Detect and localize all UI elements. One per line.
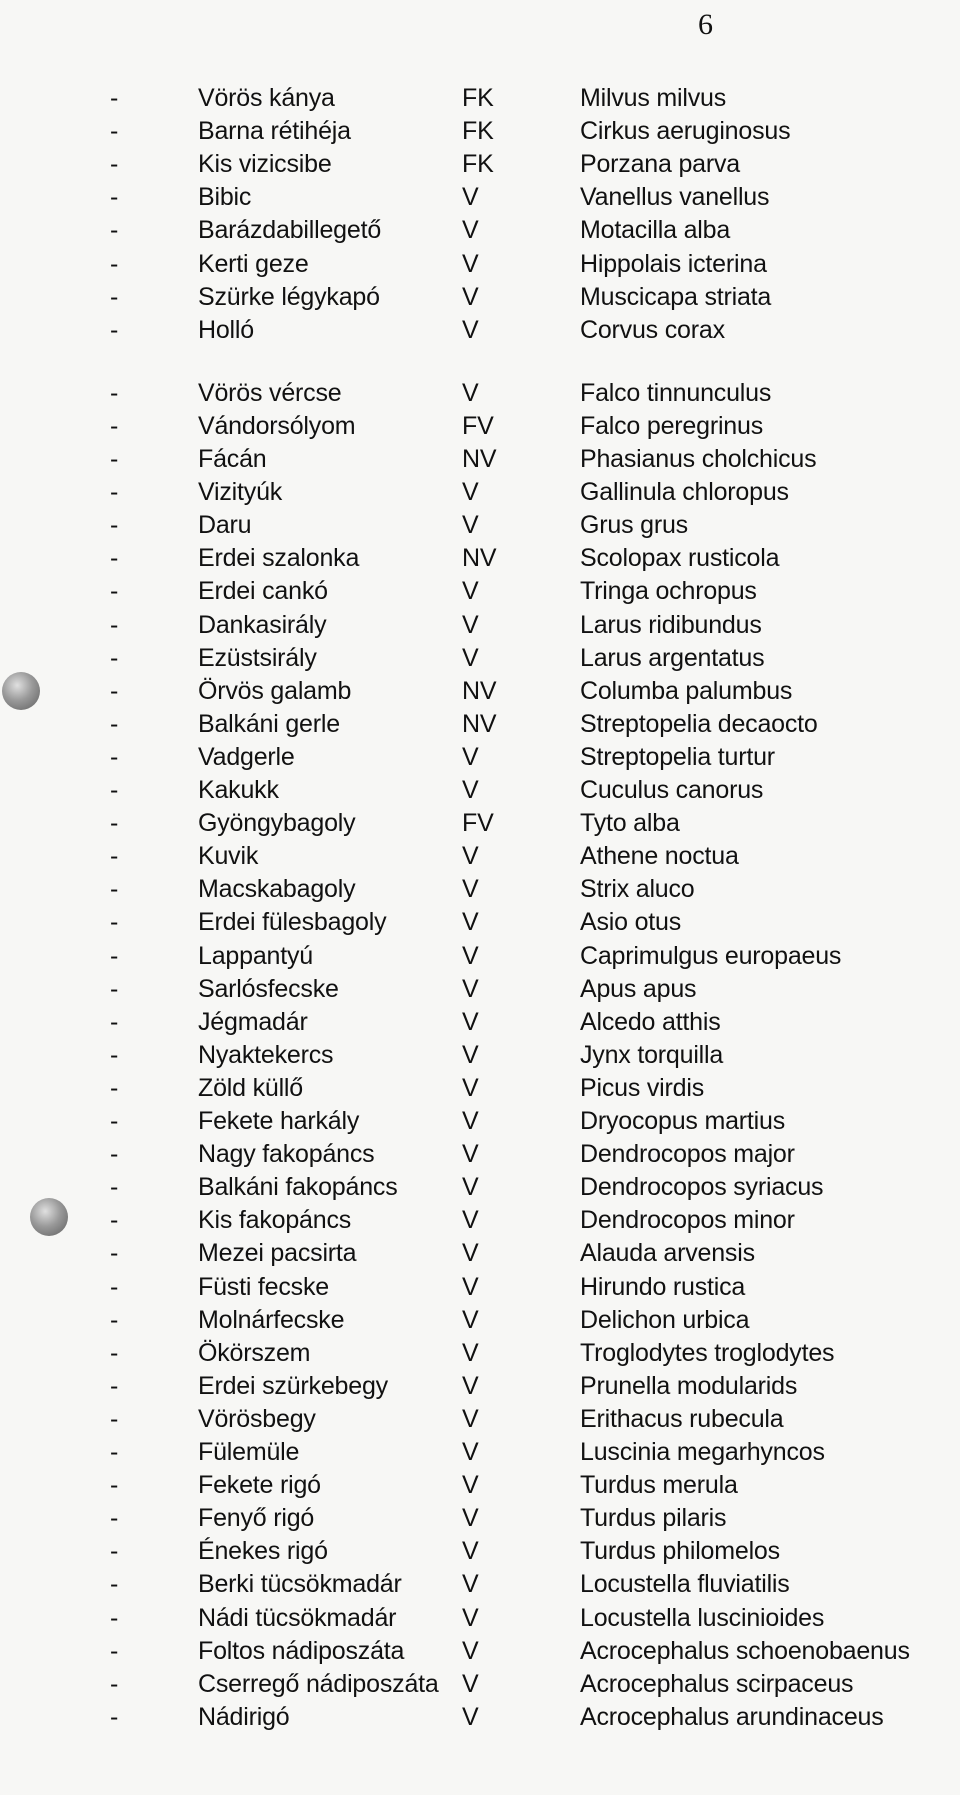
list-bullet: - [110, 378, 119, 407]
list-bullet: - [110, 1570, 119, 1599]
hungarian-name: Szürke légykapó [198, 282, 380, 311]
list-bullet: - [110, 1702, 119, 1731]
list-bullet: - [110, 183, 119, 212]
list-bullet: - [110, 643, 119, 672]
list-item [0, 840, 960, 872]
list-item [0, 807, 960, 839]
latin-name: Luscinia megarhyncos [580, 1438, 825, 1466]
latin-name: Vanellus vanellus [580, 183, 770, 212]
list-bullet: - [110, 676, 119, 705]
hungarian-name: Holló [198, 315, 254, 344]
latin-name: Porzana parva [580, 150, 740, 179]
status-code: V [462, 1404, 479, 1433]
latin-name: Strix aluco [580, 875, 695, 904]
hungarian-name: Énekes rigó [198, 1537, 328, 1566]
hungarian-name: Erdei cankó [198, 577, 328, 606]
hungarian-name: Vörösbegy [198, 1404, 316, 1433]
list-item [0, 443, 960, 475]
status-code: V [462, 610, 479, 639]
list-item [0, 973, 960, 1005]
list-bullet: - [110, 1206, 119, 1235]
list-item [0, 410, 960, 442]
status-code: V [462, 1338, 479, 1367]
hungarian-name: Erdei szalonka [198, 544, 360, 573]
list-item [0, 1237, 960, 1269]
list-item [0, 1171, 960, 1203]
status-code: V [462, 1702, 479, 1731]
status-code: V [462, 315, 479, 344]
latin-name: Columba palumbus [580, 676, 793, 705]
status-code: V [462, 1040, 479, 1069]
status-code: V [462, 941, 479, 970]
list-bullet: - [110, 875, 119, 904]
hungarian-name: Erdei fülesbagoly [198, 908, 387, 937]
hungarian-name: Fülemüle [198, 1438, 300, 1466]
latin-name: Cuculus canorus [580, 776, 764, 804]
latin-name: Turdus pilaris [580, 1504, 727, 1533]
hungarian-name: Ökörszem [198, 1338, 311, 1367]
list-bullet: - [110, 610, 119, 639]
hungarian-name: Vadgerle [198, 742, 295, 771]
list-item [0, 248, 960, 280]
latin-name: Tyto alba [580, 809, 680, 838]
hungarian-name: Nádirigó [198, 1702, 290, 1731]
hungarian-name: Nagy fakopáncs [198, 1140, 375, 1169]
list-item [0, 1204, 960, 1236]
hungarian-name: Ezüstsirály [198, 643, 317, 672]
hungarian-name: Fekete rigó [198, 1471, 321, 1500]
status-code: V [462, 875, 479, 904]
list-item [0, 1138, 960, 1170]
list-bullet: - [110, 315, 119, 344]
latin-name: Locustella luscinioides [580, 1603, 825, 1632]
status-code: NV [462, 709, 497, 738]
hungarian-name: Vizityúk [198, 478, 283, 507]
latin-name: Streptopelia decaocto [580, 709, 818, 738]
list-bullet: - [110, 1239, 119, 1268]
status-code: V [462, 577, 479, 606]
hungarian-name: Sarlósfecske [198, 974, 339, 1003]
list-bullet: - [110, 974, 119, 1003]
hungarian-name: Kakukk [198, 776, 279, 804]
list-bullet: - [110, 478, 119, 507]
latin-name: Alcedo atthis [580, 1007, 721, 1036]
list-bullet: - [110, 216, 119, 245]
hungarian-name: Kis vizicsibe [198, 150, 332, 179]
list-item [0, 1635, 960, 1667]
latin-name: Dendrocopos minor [580, 1206, 795, 1235]
latin-name: Troglodytes troglodytes [580, 1338, 835, 1367]
list-bullet: - [110, 1040, 119, 1069]
hungarian-name: Gyöngybagoly [198, 809, 356, 838]
latin-name: Apus apus [580, 974, 697, 1003]
latin-name: Acrocephalus arundinaceus [580, 1702, 884, 1731]
latin-name: Falco tinnunculus [580, 378, 772, 407]
latin-name: Milvus milvus [580, 84, 727, 112]
list-bullet: - [110, 809, 119, 838]
latin-name: Cirkus aeruginosus [580, 117, 791, 146]
latin-name: Jynx torquilla [580, 1040, 724, 1069]
latin-name: Larus ridibundus [580, 610, 762, 639]
hungarian-name: Kis fakopáncs [198, 1206, 352, 1235]
list-item [0, 509, 960, 541]
hungarian-name: Barázdabillegető [198, 216, 382, 245]
status-code: V [462, 1173, 479, 1202]
list-bullet: - [110, 117, 119, 146]
list-bullet: - [110, 1504, 119, 1533]
hungarian-name: Balkáni fakopáncs [198, 1173, 398, 1202]
status-code: V [462, 183, 479, 212]
latin-name: Falco peregrinus [580, 411, 764, 440]
status-code: V [462, 842, 479, 871]
list-item [0, 1701, 960, 1733]
hungarian-name: Mezei pacsirta [198, 1239, 357, 1268]
latin-name: Turdus merula [580, 1471, 738, 1500]
status-code: V [462, 1371, 479, 1400]
list-bullet: - [110, 511, 119, 540]
latin-name: Motacilla alba [580, 216, 731, 245]
latin-name: Grus grus [580, 511, 688, 540]
list-item [0, 1337, 960, 1369]
status-code: V [462, 282, 479, 311]
latin-name: Streptopelia turtur [580, 742, 775, 771]
list-item [0, 476, 960, 508]
list-bullet: - [110, 1438, 119, 1466]
status-code: V [462, 1603, 479, 1632]
hungarian-name: Kerti geze [198, 249, 309, 278]
list-bullet: - [110, 908, 119, 937]
list-bullet: - [110, 1107, 119, 1135]
hungarian-name: Nádi tücsökmadár [198, 1603, 397, 1632]
hungarian-name: Dankasirály [198, 610, 327, 639]
status-code: V [462, 249, 479, 278]
list-item [0, 873, 960, 905]
list-item [0, 1568, 960, 1600]
list-item [0, 940, 960, 972]
latin-name: Gallinula chloropus [580, 478, 789, 507]
status-code: FV [462, 809, 494, 838]
status-code: V [462, 742, 479, 771]
latin-name: Corvus corax [580, 315, 725, 344]
latin-name: Hirundo rustica [580, 1272, 746, 1301]
hungarian-name: Berki tücsökmadár [198, 1570, 402, 1599]
list-item [0, 115, 960, 147]
hungarian-name: Molnárfecske [198, 1305, 345, 1334]
list-item [0, 148, 960, 180]
hungarian-name: Zöld küllő [198, 1073, 303, 1102]
hungarian-name: Macskabagoly [198, 875, 356, 904]
list-bullet: - [110, 249, 119, 278]
latin-name: Locustella fluviatilis [580, 1570, 790, 1599]
status-code: FK [462, 150, 494, 179]
status-code: FV [462, 411, 494, 440]
status-code: NV [462, 544, 497, 573]
list-item [0, 1602, 960, 1634]
list-item [0, 906, 960, 938]
hungarian-name: Erdei szürkebegy [198, 1371, 388, 1400]
status-code: V [462, 1107, 479, 1135]
status-code: V [462, 1669, 479, 1698]
hungarian-name: Füsti fecske [198, 1272, 329, 1301]
status-code: V [462, 1007, 479, 1036]
latin-name: Caprimulgus europaeus [580, 941, 842, 970]
list-bullet: - [110, 1603, 119, 1632]
list-item [0, 575, 960, 607]
latin-name: Acrocephalus scirpaceus [580, 1669, 854, 1698]
list-bullet: - [110, 1007, 119, 1036]
hungarian-name: Foltos nádiposzáta [198, 1636, 405, 1665]
hungarian-name: Barna rétihéja [198, 117, 351, 146]
list-bullet: - [110, 84, 119, 112]
hungarian-name: Vörös kánya [198, 84, 335, 112]
list-bullet: - [110, 1371, 119, 1400]
list-item [0, 281, 960, 313]
status-code: V [462, 1272, 479, 1301]
list-item [0, 181, 960, 213]
list-item [0, 1039, 960, 1071]
hungarian-name: Daru [198, 511, 252, 540]
status-code: FK [462, 84, 494, 112]
status-code: V [462, 1570, 479, 1599]
status-code: V [462, 1636, 479, 1665]
list-item [0, 1469, 960, 1501]
status-code: V [462, 216, 479, 245]
list-item [0, 741, 960, 773]
latin-name: Athene noctua [580, 842, 739, 871]
page-number: 6 [698, 8, 713, 41]
hungarian-name: Bibic [198, 183, 252, 212]
latin-name: Erithacus rubecula [580, 1404, 784, 1433]
latin-name: Scolopax rusticola [580, 544, 780, 573]
latin-name: Prunella modularids [580, 1371, 798, 1400]
status-code: V [462, 1504, 479, 1533]
list-item [0, 708, 960, 740]
status-code: V [462, 974, 479, 1003]
status-code: V [462, 1073, 479, 1102]
status-code: V [462, 776, 479, 804]
list-item [0, 1668, 960, 1700]
status-code: V [462, 1471, 479, 1500]
status-code: V [462, 478, 479, 507]
list-bullet: - [110, 709, 119, 738]
list-item [0, 82, 960, 114]
list-item [0, 214, 960, 246]
list-item [0, 1105, 960, 1137]
list-bullet: - [110, 577, 119, 606]
hungarian-name: Cserregő nádiposzáta [198, 1669, 439, 1698]
list-item [0, 542, 960, 574]
status-code: V [462, 511, 479, 540]
latin-name: Acrocephalus schoenobaenus [580, 1636, 910, 1665]
list-item [0, 377, 960, 409]
latin-name: Picus virdis [580, 1073, 705, 1102]
latin-name: Dryocopus martius [580, 1107, 785, 1135]
list-bullet: - [110, 1537, 119, 1566]
latin-name: Dendrocopos major [580, 1140, 795, 1169]
status-code: NV [462, 445, 497, 473]
list-bullet: - [110, 842, 119, 871]
status-code: V [462, 1140, 479, 1169]
list-item [0, 642, 960, 674]
hungarian-name: Vörös vércse [198, 378, 342, 407]
latin-name: Tringa ochropus [580, 577, 757, 606]
latin-name: Hippolais icterina [580, 249, 767, 278]
hungarian-name: Fácán [198, 445, 267, 473]
hungarian-name: Jégmadár [198, 1007, 308, 1036]
latin-name: Dendrocopos syriacus [580, 1173, 824, 1202]
list-item [0, 1436, 960, 1468]
hungarian-name: Kuvik [198, 842, 259, 871]
list-item [0, 1072, 960, 1104]
status-code: V [462, 1537, 479, 1566]
latin-name: Delichon urbica [580, 1305, 750, 1334]
list-item [0, 1403, 960, 1435]
list-bullet: - [110, 1338, 119, 1367]
list-item [0, 314, 960, 346]
status-code: V [462, 643, 479, 672]
status-code: V [462, 908, 479, 937]
hungarian-name: Fekete harkály [198, 1107, 360, 1135]
list-item [0, 1271, 960, 1303]
list-bullet: - [110, 1404, 119, 1433]
status-code: V [462, 378, 479, 407]
latin-name: Turdus philomelos [580, 1537, 780, 1566]
hungarian-name: Nyaktekercs [198, 1040, 334, 1069]
hungarian-name: Lappantyú [198, 941, 313, 970]
list-bullet: - [110, 742, 119, 771]
list-bullet: - [110, 941, 119, 970]
list-item [0, 609, 960, 641]
list-bullet: - [110, 445, 119, 473]
list-item [0, 1304, 960, 1336]
list-bullet: - [110, 1471, 119, 1500]
status-code: NV [462, 676, 497, 705]
latin-name: Phasianus cholchicus [580, 445, 817, 473]
list-bullet: - [110, 1669, 119, 1698]
list-item [0, 675, 960, 707]
list-item [0, 774, 960, 806]
status-code: V [462, 1239, 479, 1268]
list-item [0, 1535, 960, 1567]
status-code: FK [462, 117, 494, 146]
hungarian-name: Örvös galamb [198, 676, 352, 705]
list-bullet: - [110, 1272, 119, 1301]
list-bullet: - [110, 1305, 119, 1334]
hungarian-name: Balkáni gerle [198, 709, 340, 738]
list-item [0, 1006, 960, 1038]
latin-name: Alauda arvensis [580, 1239, 755, 1268]
list-bullet: - [110, 1173, 119, 1202]
latin-name: Larus argentatus [580, 643, 765, 672]
status-code: V [462, 1438, 479, 1466]
hungarian-name: Fenyő rigó [198, 1504, 315, 1533]
list-bullet: - [110, 1140, 119, 1169]
list-bullet: - [110, 776, 119, 804]
list-bullet: - [110, 411, 119, 440]
list-item [0, 1370, 960, 1402]
list-bullet: - [110, 1073, 119, 1102]
list-bullet: - [110, 544, 119, 573]
hungarian-name: Vándorsólyom [198, 411, 356, 440]
list-bullet: - [110, 150, 119, 179]
list-bullet: - [110, 1636, 119, 1665]
latin-name: Muscicapa striata [580, 282, 772, 311]
list-item [0, 1502, 960, 1534]
status-code: V [462, 1206, 479, 1235]
status-code: V [462, 1305, 479, 1334]
latin-name: Asio otus [580, 908, 682, 937]
list-bullet: - [110, 282, 119, 311]
